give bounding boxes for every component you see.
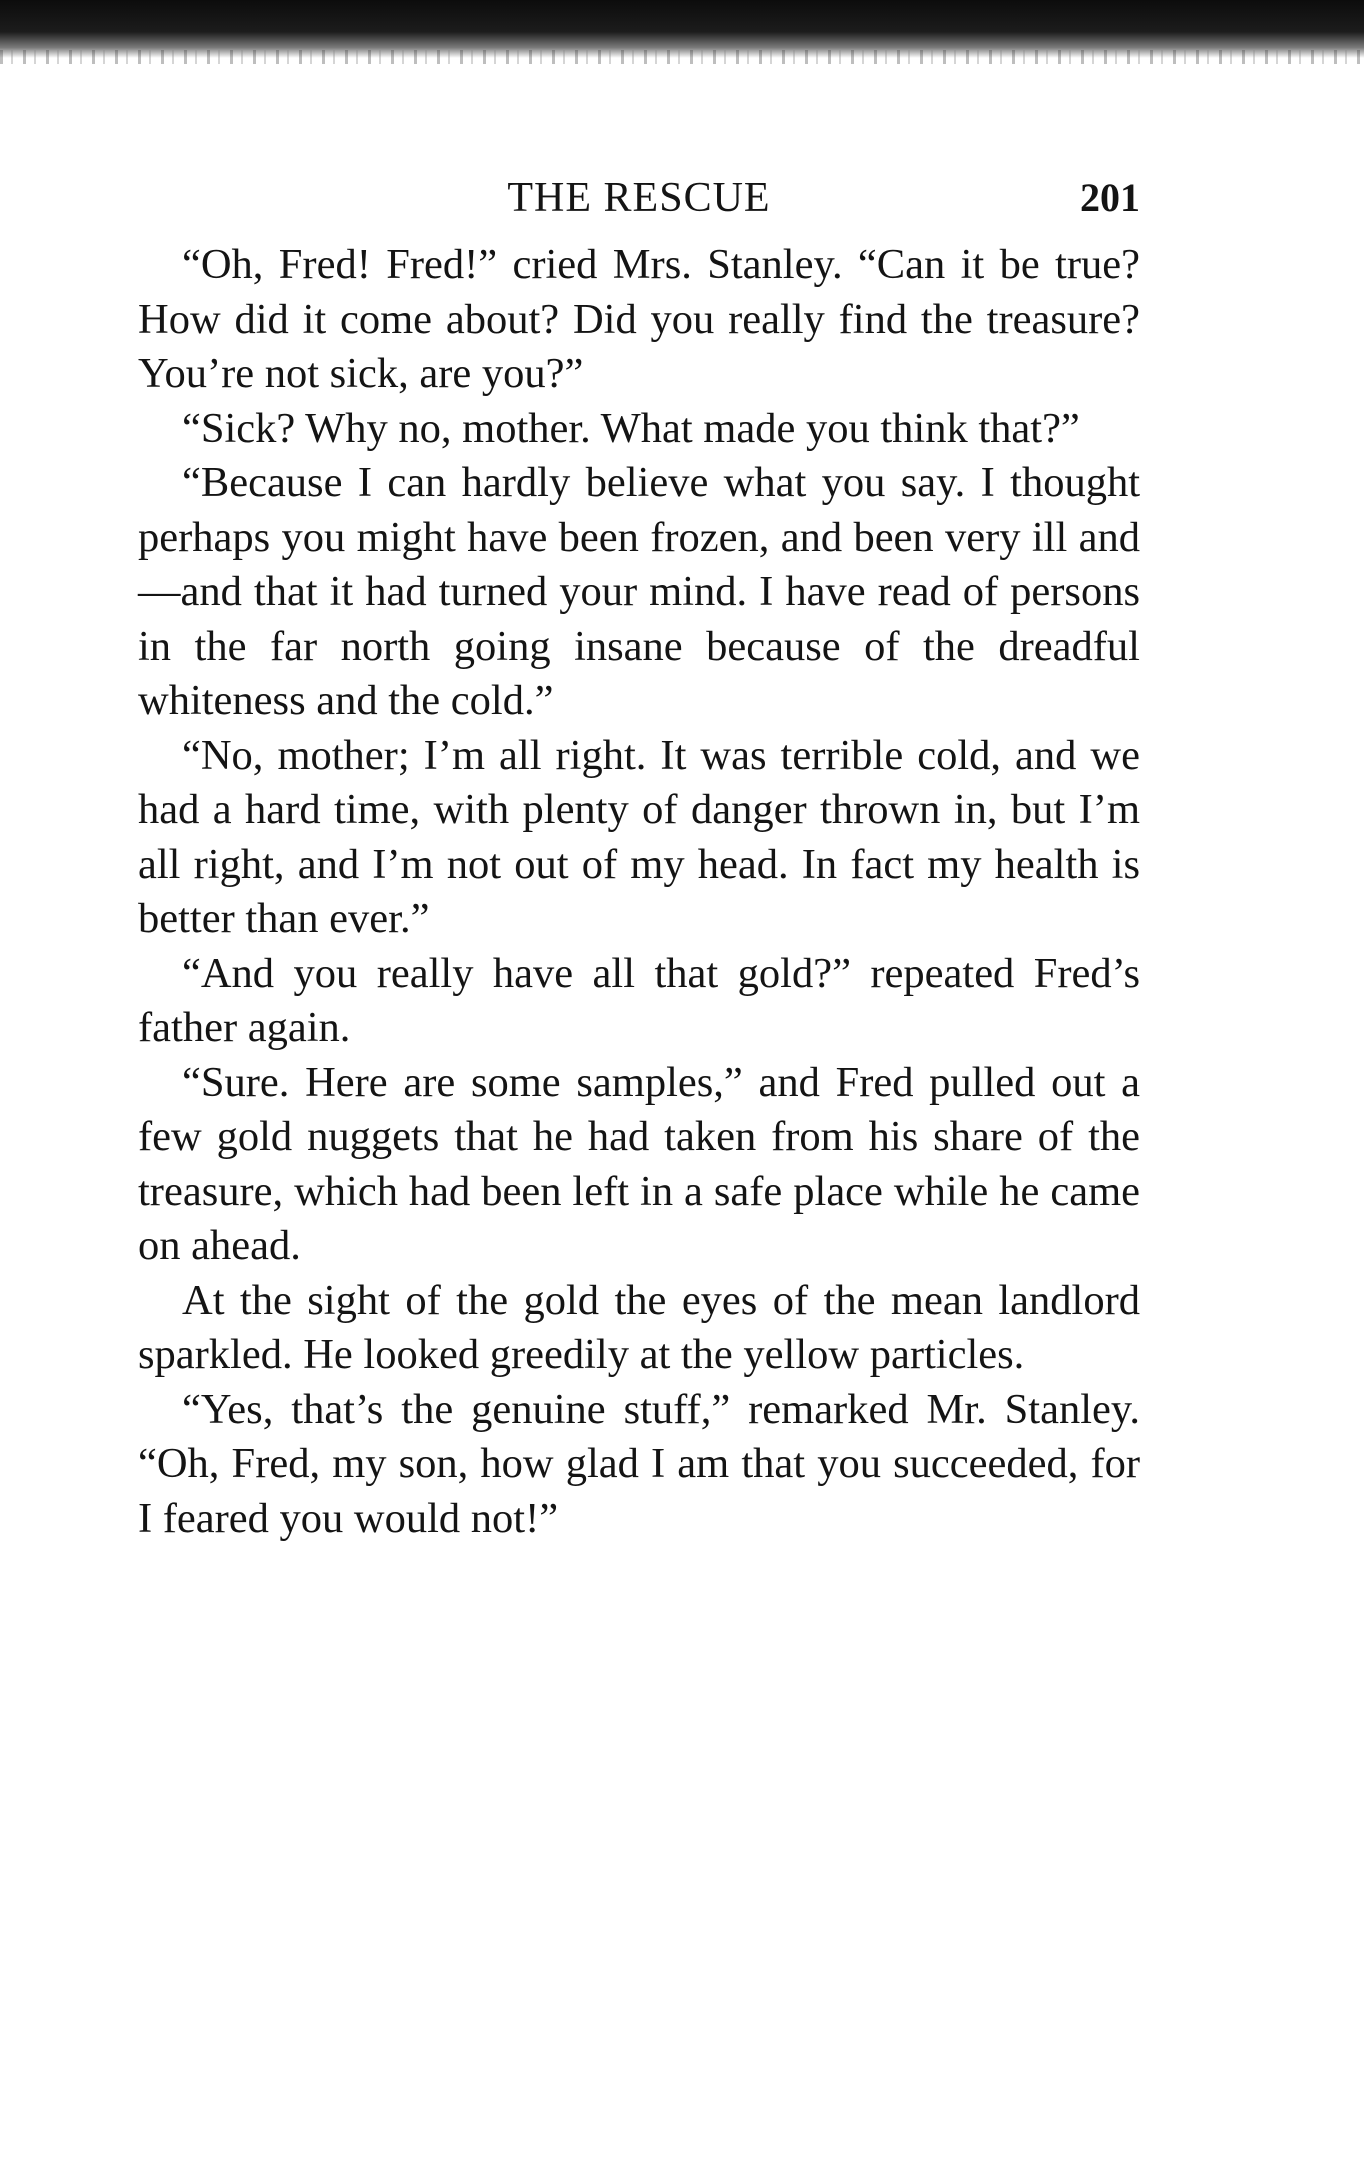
running-title: THE RESCUE: [507, 175, 771, 221]
running-head: [138, 168, 1140, 228]
paragraph: “Oh, Fred! Fred!” cried Mrs. Stanley. “Can it be true? How did it come about? Did you really find the treasure? You’re not sick, are you?”: [138, 241, 1140, 397]
page-number: 201: [1080, 175, 1140, 220]
paragraph: “And you really have all that gold?” repeated Fred’s father again.: [138, 949, 1140, 1051]
paragraph: “No, mother; I’m all right. It was terrible cold, and we had a hard time, with plenty of danger thrown in, but I’m all right, and I’m not out of my head. In fact my health is better than ever.”: [138, 731, 1140, 942]
paragraph: At the sight of the gold the eyes of the mean landlord sparkled. He looked greedily at the yellow particles.: [138, 1276, 1140, 1378]
paragraph: “Sure. Here are some samples,” and Fred pulled out a few gold nuggets that he had taken from his share of the treasure, which had been left in a safe place while he came on ahead.: [138, 1058, 1140, 1269]
paragraph: “Yes, that’s the genuine stuff,” remarked Mr. Stanley. “Oh, Fred, my son, how glad I am that you succeeded, for I feared you would not!”: [138, 1385, 1140, 1542]
body-text: [138, 238, 1140, 1546]
paragraph: “Because I can hardly believe what you say. I thought perhaps you might have been frozen, and been very ill and—and that it had turned your mind. I have read of persons in the far north going insane because of the dreadful whiteness and the cold.”: [138, 459, 1140, 724]
scanned-page-top-edge-fray: [0, 50, 1364, 64]
paragraph: “Sick? Why no, mother. What made you think that?”: [182, 404, 1080, 452]
